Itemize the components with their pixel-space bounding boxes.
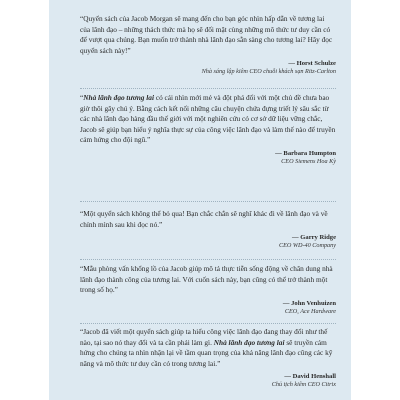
quote-body-end: sẽ truyền cảm hứng cho chúng ta nhìn nhận lại về tầm quan trọng của khả năng lãnh đạo cũng các kỹ năng và mô thức tư duy cần có trong tương lai.” bbox=[80, 337, 333, 368]
dash: — bbox=[288, 60, 295, 68]
attribution-name bbox=[80, 372, 336, 381]
attribution bbox=[80, 59, 336, 77]
dash: — bbox=[284, 373, 291, 381]
divider bbox=[80, 201, 336, 202]
book-title-highlight: Nhà lãnh đạo tương lai bbox=[83, 93, 154, 102]
dash: — bbox=[275, 149, 282, 157]
author-role: CEO, Ace Hardware bbox=[284, 307, 336, 315]
attribution-name bbox=[80, 299, 336, 308]
attribution-name bbox=[80, 233, 336, 242]
quote-text bbox=[80, 327, 336, 369]
author-role: Nhà sáng lập kiêm CEO chuỗi khách sạn Ritz-Carlton bbox=[201, 68, 336, 76]
quote-text bbox=[80, 264, 336, 296]
author-role: Chủ tịch kiêm CEO Citrix bbox=[271, 381, 336, 389]
quote-humpton bbox=[80, 93, 336, 166]
quote-body: “Quyển sách của Jacob Morgan sẽ mang đến cho bạn góc nhìn hấp dẫn về tương lai của lãnh đạo – những thách thức mà họ sẽ đối mặt cùng những mô thức tư duy cần có để vượt qua chúng. Bạn muốn trở thành nhà lãnh đạo sẵn sàng cho tương lai? Hãy đọc quyển sách này!” bbox=[80, 14, 333, 55]
attribution bbox=[80, 233, 336, 251]
divider bbox=[80, 323, 336, 324]
attribution bbox=[80, 149, 336, 167]
dash: — bbox=[282, 299, 290, 307]
author-name: Horst Schulze bbox=[296, 60, 336, 68]
book-page bbox=[49, 0, 351, 400]
quote-body: “Một quyển sách không thể bỏ qua! Bạn chắc chắn sẽ nghĩ khác đi về lãnh đạo và về chính mình sau khi đọc nó.” bbox=[80, 209, 328, 229]
quote-text bbox=[80, 14, 336, 56]
quote-text bbox=[80, 209, 336, 230]
quote-ridge bbox=[80, 209, 336, 251]
quote-body: có cái nhìn mới mẻ và đột phá đối với một chủ đề chưa bao giờ thôi gây chú ý. Bằng cách kết nối những câu chuyện chứa đựng triết lý sâu sắc từ các nhà lãnh đạo hàng đầu thế giới với một nghiên cứu có cơ sở dữ liệu vững chắc, Jacob sẽ giúp bạn hiểu ý nghĩa thực sự của công việc lãnh đạo và làm thế nào để truyền cảm hứng cho đội ngũ.” bbox=[80, 93, 336, 145]
quote-body: “Mẫu phòng vấn khổng lồ của Jacob giúp mô tả thực tiễn sống động về chân dung nhà lãnh đạo thành công của tương lai. Với cuốn sách này, bạn cũng có thể trở thành một trong số họ.” bbox=[80, 264, 333, 295]
author-role: CEO WD-40 Company bbox=[278, 242, 336, 250]
author-name: Garry Ridge bbox=[300, 234, 336, 242]
author-name: Barbara Humpton bbox=[283, 149, 336, 157]
author-role: CEO Siemens Hoa Kỳ bbox=[281, 157, 336, 165]
quote-body: “Jacob đã viết một quyển sách giúp ta hiểu công việc lãnh đạo đang thay đổi như thế nào, tại sao nó thay đổi và ta cần phải làm gì. bbox=[80, 327, 328, 347]
author-name: John Venhuizen bbox=[291, 299, 336, 307]
quote-open: “ bbox=[80, 93, 84, 102]
author-name: David Henshall bbox=[292, 373, 336, 381]
attribution bbox=[80, 372, 336, 390]
quote-henshall bbox=[80, 327, 336, 390]
attribution bbox=[80, 299, 336, 317]
dash: — bbox=[292, 234, 299, 242]
divider bbox=[80, 88, 336, 89]
quote-schulze bbox=[80, 14, 336, 77]
attribution-name bbox=[80, 59, 336, 68]
divider bbox=[80, 259, 336, 260]
quote-text bbox=[80, 93, 336, 146]
attribution-name bbox=[80, 149, 336, 158]
quote-venhuizen bbox=[80, 264, 336, 316]
book-title-highlight: Nhà lãnh đạo tương lai bbox=[213, 337, 285, 347]
